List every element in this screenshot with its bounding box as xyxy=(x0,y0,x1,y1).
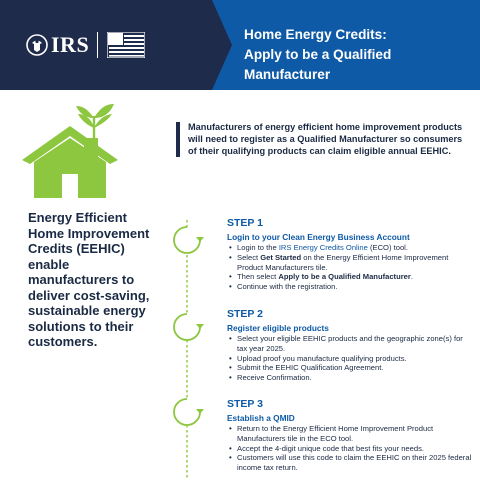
list-item xyxy=(227,253,472,273)
header-banner xyxy=(0,0,480,90)
step-label: STEP 3 xyxy=(227,398,263,410)
list-item xyxy=(227,272,472,282)
eehic-summary: Energy Efficient Home Improvement Credits (EEHIC) enable manufacturers to deliver cost-saving, sustainable energy solutions to their customers. xyxy=(28,210,150,349)
bullet-text: Select xyxy=(237,252,261,262)
step-label: STEP 1 xyxy=(227,217,263,229)
step-bullets xyxy=(227,243,472,292)
step-2 xyxy=(227,308,472,383)
page-title-line1: Home Energy Credits: xyxy=(244,27,387,42)
list-item: • Select your eligible EEHIC products and the geographic zone(s) for tax year 2025. xyxy=(227,334,472,354)
list-item: • Return to the Energy Efficient Home Improvement Product Manufacturers tile in the ECO tool. xyxy=(227,424,472,444)
bullet-text: (ECO) tool. xyxy=(369,243,408,252)
step-title: Establish a QMID xyxy=(227,413,295,423)
list-item: • Submit the EEHIC Qualification Agreement. xyxy=(227,363,472,373)
page-title-line2: Apply to be a Qualified Manufacturer xyxy=(244,47,392,82)
step-bullets xyxy=(227,424,472,473)
step-1 xyxy=(227,217,472,292)
step-title: Login to your Clean Energy Business Account xyxy=(227,232,410,242)
bullet-text: Login to the xyxy=(237,243,279,252)
intro-text: Manufacturers of energy efficient home improvement products will need to register as a Qualified Manufacturer so consumers of their qualifying products can claim eligible annual EEHIC. xyxy=(176,122,466,157)
page-title xyxy=(244,25,480,85)
header-arrow xyxy=(212,0,232,90)
green-house-icon xyxy=(18,98,122,198)
bullet-text: on the Energy Efficient Home Improvement Product Manufacturers tile. xyxy=(237,252,449,272)
list-item: • Receive Confirmation. xyxy=(227,373,472,383)
step-title: Register eligible products xyxy=(227,323,329,333)
list-item xyxy=(227,243,472,253)
list-item: • Upload proof you manufacture qualifying products. xyxy=(227,354,472,364)
logo-divider xyxy=(97,32,98,58)
list-item: • Accept the 4-digit unique code that best fits your needs. xyxy=(227,444,472,454)
bullet-text: . xyxy=(410,272,413,282)
cycle-arrow-icon xyxy=(170,223,204,257)
step-3 xyxy=(227,398,472,473)
eco-tool-link[interactable]: IRS Energy Credits Online xyxy=(278,243,370,252)
cycle-arrow-icon xyxy=(170,395,204,429)
bullet-bold: Get Started xyxy=(260,252,302,262)
list-item: • Customers will use this code to claim the EEHIC on their 2025 federal income tax return. xyxy=(227,453,472,473)
list-item: • Continue with the registration. xyxy=(227,282,472,292)
bullet-bold: Apply to be a Qualified Manufacturer xyxy=(278,272,411,282)
step-label: STEP 2 xyxy=(227,308,263,320)
irs-logo xyxy=(26,30,145,60)
irs-eagle-icon xyxy=(26,34,48,56)
irs-logo-text: IRS xyxy=(51,32,90,57)
bullet-text: Then select xyxy=(237,272,279,282)
step-bullets xyxy=(227,334,472,383)
cycle-arrow-icon xyxy=(170,310,204,344)
us-flag-icon xyxy=(107,32,145,58)
